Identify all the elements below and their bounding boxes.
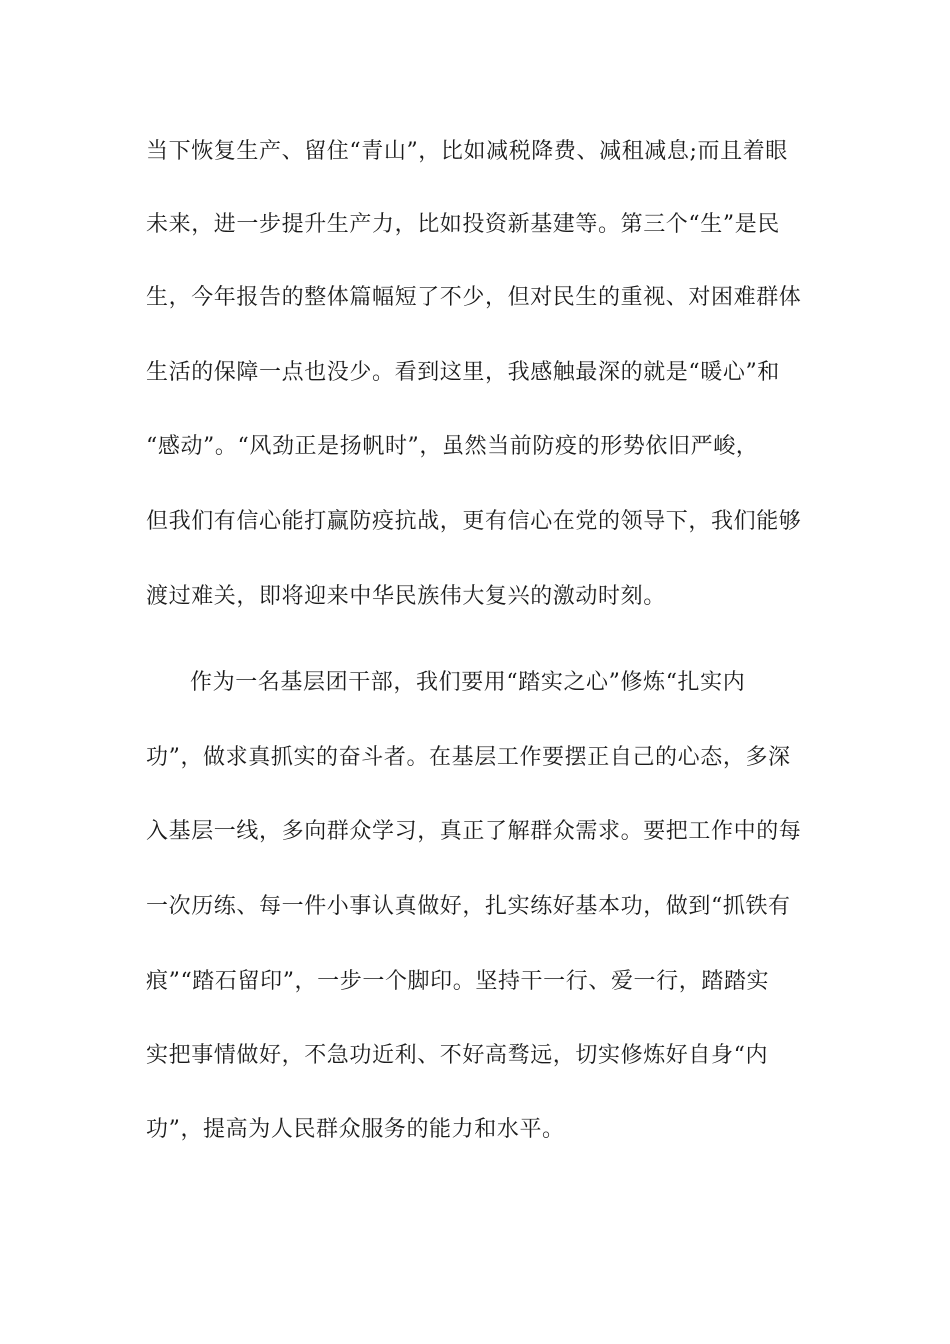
text-line: 未来，进一步提升生产力，比如投资新基建等。第三个“生”是民 <box>146 212 780 237</box>
text-line: 生活的保障一点也没少。看到这里，我感触最深的就是“暖心”和 <box>146 360 780 385</box>
text-line: 渡过难关，即将迎来中华民族伟大复兴的激动时刻。 <box>146 584 666 609</box>
text-line: 痕”“踏石留印”，一步一个脚印。坚持干一行、爱一行，踏踏实 <box>146 969 770 994</box>
text-line: 一次历练、每一件小事认真做好，扎实练好基本功，做到“抓铁有 <box>146 894 791 919</box>
text-line: 实把事情做好，不急功近利、不好高骛远，切实修炼好自身“内 <box>146 1043 769 1068</box>
text-line: 功”，提高为人民群众服务的能力和水平。 <box>146 1117 565 1142</box>
text-line: 功”，做求真抓实的奋斗者。在基层工作要摆正自己的心态，多深 <box>146 745 791 770</box>
text-line: 生，今年报告的整体篇幅短了不少，但对民生的重视、对困难群体 <box>146 285 802 310</box>
text-line: 入基层一线，多向群众学习，真正了解群众需求。要把工作中的每 <box>146 819 802 844</box>
text-line: 但我们有信心能打赢防疫抗战，更有信心在党的领导下，我们能够 <box>146 509 802 534</box>
text-line: “感动”。“风劲正是扬帆时”，虽然当前防疫的形势依旧严峻， <box>146 434 759 459</box>
text-line: 当下恢复生产、留住“青山”，比如减税降费、减租减息;而且着眼 <box>146 139 788 164</box>
text-line: 作为一名基层团干部，我们要用“踏实之心”修炼“扎实内 <box>190 670 746 695</box>
